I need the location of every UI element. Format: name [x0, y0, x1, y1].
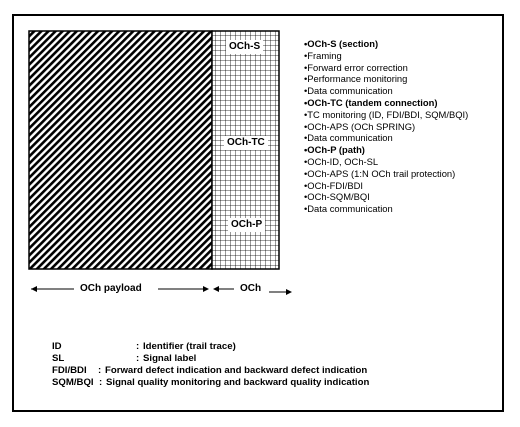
legend-sep: : [98, 365, 102, 376]
legend-abbr: SL [52, 353, 65, 364]
function-item: •OCh-P (path) [304, 144, 365, 156]
function-item: •OCh-ID, OCh-SL [304, 155, 379, 167]
legend-desc: Forward defect indication and backward defect indication [105, 365, 368, 376]
function-item: •Data communication [304, 203, 393, 215]
och-tc-label: OCh-TC [224, 136, 268, 150]
och-payload-block [29, 31, 212, 269]
legend-abbr: ID [52, 341, 62, 352]
function-item: •OCh-TC (tandem connection) [304, 96, 438, 108]
legend-abbr: SQM/BQI [52, 377, 94, 388]
legend-abbr: FDI/BDI [52, 365, 87, 376]
och-payload-dimension-label: OCh payload [80, 283, 142, 294]
function-item: •OCh-APS (OCh SPRING) [304, 120, 416, 132]
legend-desc: Signal label [143, 353, 197, 364]
function-item: •OCh-SQM/BQI [304, 191, 370, 203]
legend-desc: Identifier (trail trace) [143, 341, 236, 352]
legend-desc: Signal quality monitoring and backward quality indication [106, 377, 370, 388]
och-s-label: OCh-S [226, 40, 263, 54]
function-item: •Performance monitoring [304, 73, 408, 85]
function-item: •Data communication [304, 132, 393, 144]
function-item: •OCh-FDI/BDI [304, 179, 364, 191]
function-item: •Data communication [304, 85, 393, 97]
och-dimension-label: OCh [240, 283, 262, 294]
och-overhead-block [212, 31, 279, 269]
function-item: •Framing [304, 49, 342, 61]
function-list [304, 38, 468, 215]
legend-sep: : [99, 377, 103, 388]
function-item: •Forward error correction [304, 61, 408, 73]
legend-sep: : [136, 353, 140, 364]
legend-sep: : [136, 341, 140, 352]
och-p-label: OCh-P [228, 218, 265, 232]
function-item: •OCh-S (section) [304, 38, 379, 49]
function-item: •TC monitoring (ID, FDI/BDI, SQM/BQI) [304, 108, 469, 120]
function-item: •OCh-APS (1:N OCh trail protection) [304, 167, 456, 179]
